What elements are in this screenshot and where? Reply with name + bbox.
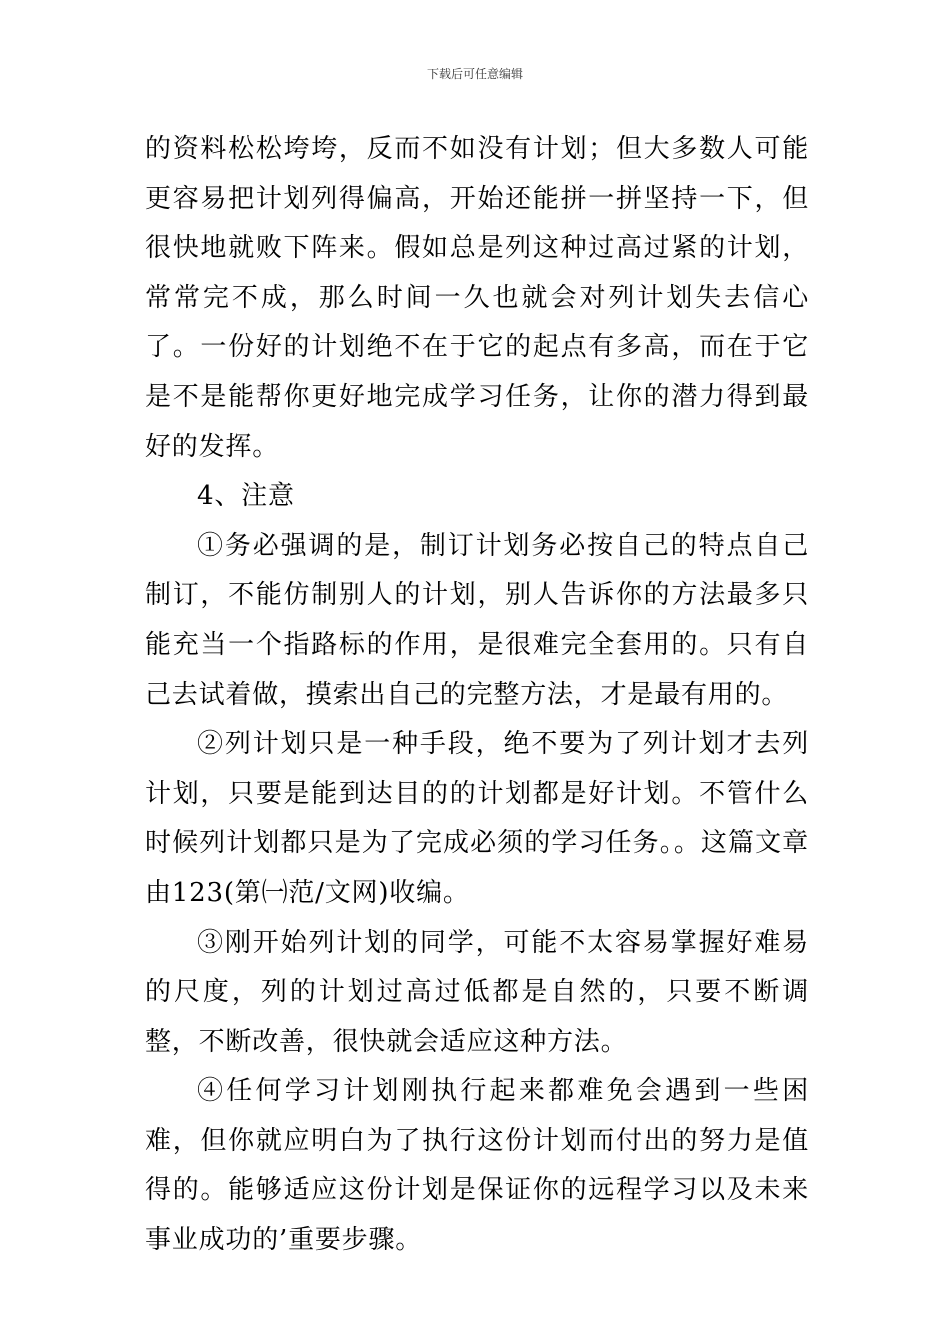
paragraph-note-3: ③刚开始列计划的同学，可能不太容易掌握好难易的尺度，列的计划过高过低都是自然的，只要不断调整，不断改善，很快就会适应这种方法。 [145,927,809,1057]
paragraph-note-1: ①务必强调的是，制订计划务必按自己的特点自己制订，不能仿制别人的计划，别人告诉你的方法最多只能充当一个指路标的作用，是很难完全套用的。只有自己去试着做，摸索出自己的完整方法，才是最有用的。 [145,530,809,710]
section-heading-notes: 4、注意 [197,481,295,512]
page-header: 下载后可任意编辑 [426,67,523,81]
paragraph-note-2: ②列计划只是一种手段，绝不要为了列计划才去列计划，只要是能到达目的的计划都是好计划。不管什么时候列计划都只是为了完成必须的学习任务。。这篇文章由123(第㈠范/文网)收编。 [145,729,809,908]
paragraph-continuation: 的资料松松垮垮，反而不如没有计划；但大多数人可能更容易把计划列得偏高，开始还能拼一拼坚持一下，但很快地就败下阵来。假如总是列这种过高过紧的计划，常常完不成，那么时间一久也就会对列计划失去信心了。一份好的计划绝不在于它的起点有多高，而在于它是不是能帮你更好地完成学习任务，让你的潜力得到最好的发挥。 [145,134,809,462]
paragraph-note-4: ④任何学习计划刚执行起来都难免会遇到一些困难，但你就应明白为了执行这份计划而付出的努力是值得的。能够适应这份计划是保证你的远程学习以及未来事业成功的’重要步骤。 [145,1076,809,1256]
document-body [145,125,809,1266]
